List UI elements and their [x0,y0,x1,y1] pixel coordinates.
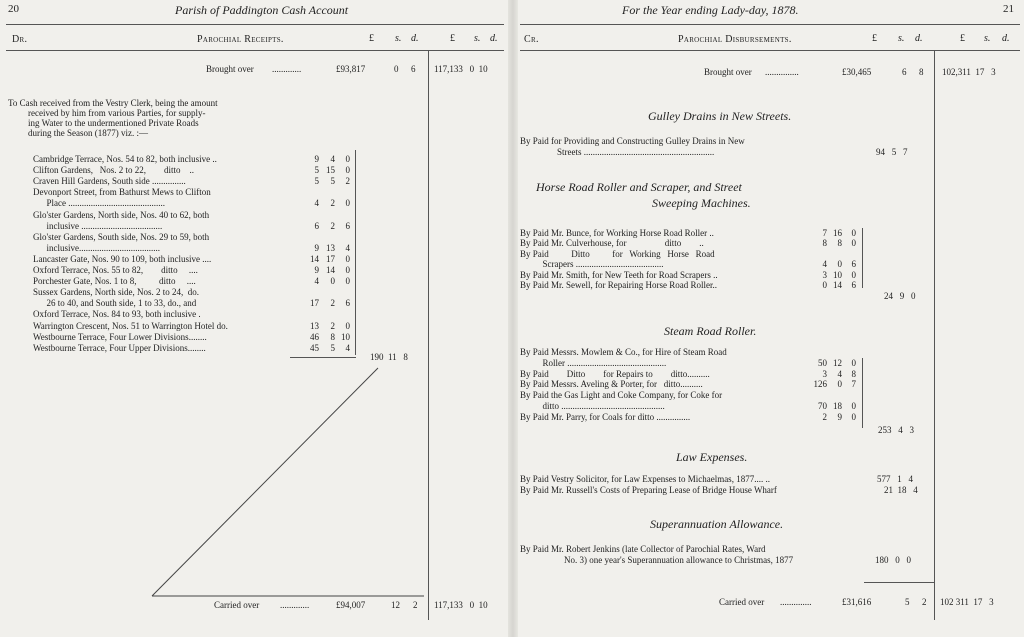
pence-col-2: d. [1002,33,1010,44]
shilling-col: s. [395,33,402,44]
brought-over-label: Brought over [704,67,752,77]
ledger-item-text: Glo'ster Gardens, South side, Nos. 29 to 59, both [33,231,210,242]
ledger-item-text: Westbourne Terrace, Four Lower Divisions........ [33,331,207,342]
ledger-item-text: By Paid Mr. Culverhouse, for ditto .. [520,238,704,249]
leader-dots: ............. [272,64,302,74]
ledger-item-text: Clifton Gardens, Nos. 2 to 22, ditto .. [33,165,194,176]
right-page-title: For the Year ending Lady-day, 1878. [622,3,799,17]
receipts-subtotal: 190 11 8 [370,352,408,362]
ledger-item-text: inclusive .................................... [33,220,163,231]
ledger-item-shillings: 18 [833,401,842,411]
leader-dots: .............. [780,597,812,607]
carried-over-pounds: £94,007 [336,600,366,610]
ledger-item-shillings: 4 [330,154,335,164]
ledger-item-pounds: 4 [314,198,319,209]
ledger-item-pounds: 4 [314,276,319,287]
ledger-item-pounds: 4 [822,259,827,270]
pound-col: £ [369,33,374,44]
intro-line: ing Water to the undermentioned Private Roads [28,118,199,128]
ledger-item-text: Lancaster Gate, Nos. 90 to 109, both inclusive .... [33,253,212,264]
entry-line: Streets .......................................................... [557,147,715,157]
ledger-item-shillings: 9 [837,411,842,422]
shilling-col-2: s. [984,33,991,44]
ledger-item-pence: 6 [345,220,350,231]
ledger-item-text: inclusive.................................... [33,242,160,253]
ledger-item-shillings: 5 [330,176,335,187]
ledger-item-pence: 0 [851,269,856,280]
ledger-item-pounds: 0 [822,280,827,290]
section-heading: Gulley Drains in New Streets. [648,109,792,123]
carried-over-pounds: £31,616 [842,597,872,607]
intro-line: during the Season (1877) viz. :— [28,128,148,138]
ledger-item-shillings: 14 [833,280,842,290]
ledger-item-pence: 0 [345,253,350,264]
ledger-item-text: Glo'ster Gardens, North side, Nos. 40 to 62, both [33,209,210,220]
ledger-item-pence: 0 [851,401,856,411]
ledger-item-text: Cambridge Terrace, Nos. 54 to 82, both inclusive .. [33,154,217,164]
ledger-item-pounds: 9 [314,265,319,275]
ledger-item-shillings: 2 [330,298,335,309]
item-bracket-line [862,228,863,288]
carried-over-label: Carried over [214,600,260,610]
ledger-item-shillings: 0 [837,259,842,270]
section-total: 24 9 0 [884,291,916,301]
shilling-col-2: s. [474,33,481,44]
carried-over-total: 117,133 0 10 [434,600,488,610]
ledger-item-pence: 0 [345,276,350,287]
carried-over-pence: 2 [413,600,418,610]
shilling-col: s. [898,33,905,44]
ledger-item-text: ditto .............................................. [520,401,665,411]
ledger-item-text: By Paid Mr. Sewell, for Repairing Horse Road Roller.. [520,280,717,290]
entry-line: By Paid Mr. Russell's Costs of Preparing Lease of Bridge House Wharf [520,485,777,495]
ledger-item-pounds: 3 [822,368,827,379]
left-page-title: Parish of Paddington Cash Account [175,3,349,17]
pence-col: d. [915,33,923,44]
entry-line: By Paid for Providing and Constructing Gulley Drains in New [520,136,745,146]
ledger-item-pence: 0 [345,320,350,331]
entry-amount: 577 1 4 [877,474,913,484]
rule [520,24,1020,25]
ledger-item-shillings: 8 [837,238,842,249]
ledger-item-pounds: 5 [314,176,319,187]
ledger-item-text: Oxford Terrace, Nos. 84 to 93, both inclusive . [33,309,201,320]
brought-over-total: 102,311 17 3 [942,67,996,77]
dr-label: Dr. [12,34,28,45]
ledger-item-text: Roller ............................................ [520,357,667,368]
brought-over-shillings: 0 [394,64,399,74]
section-total: 253 4 3 [878,425,914,435]
ledger-item-pence: 0 [851,238,856,249]
ledger-item-pounds: 9 [314,242,319,253]
ledger-item-text: Devonport Street, from Bathurst Mews to Clifton [33,187,211,198]
ledger-item-pence: 0 [345,154,350,164]
entry-line: By Paid Vestry Solicitor, for Law Expenses to Michaelmas, 1877.... .. [520,474,770,484]
ledger-item-pence: 0 [851,411,856,422]
ledger-item-shillings: 12 [833,357,842,368]
ledger-item-text: 26 to 40, and South side, 1 to 33, do., and [33,298,197,309]
entry-line: By Paid Mr. Robert Jenkins (late Collector of Parochial Rates, Ward [520,544,766,554]
ledger-item-pence: 6 [851,259,856,270]
carried-over-label: Carried over [719,597,765,607]
ledger-item-shillings: 5 [330,342,335,353]
cancel-line [0,0,508,637]
ledger-item-text: By Paid Mr. Smith, for New Teeth for Road Scrapers .. [520,269,718,280]
ledger-item-pence: 0 [345,265,350,275]
ledger-item-shillings: 8 [330,331,335,342]
intro-line: To Cash received from the Vestry Clerk, being the amount [8,98,218,108]
carried-over-total: 102 311 17 3 [940,597,994,607]
intro-line: received by him from various Parties, for supply- [28,108,206,118]
ledger-item-text: Porchester Gate, Nos. 1 to 8, ditto .... [33,276,196,287]
pound-col-2: £ [450,33,455,44]
cr-label: Cr. [524,34,539,45]
ledger-item-text: By Paid Messrs. Mowlem & Co., for Hire of Steam Road [520,347,727,357]
ledger-item-text: Westbourne Terrace, Four Upper Divisions........ [33,342,206,353]
ledger-item-text: Oxford Terrace, Nos. 55 to 82, ditto .... [33,265,198,275]
leader-dots: ............. [280,600,310,610]
total-rule [864,582,934,583]
ledger-item-shillings: 2 [330,220,335,231]
ledger-item-text: By Paid the Gas Light and Coke Company, for Coke for [520,390,723,401]
pound-col-2: £ [960,33,965,44]
column-divider [934,50,935,620]
ledger-item-text: By Paid Ditto for Repairs to ditto.......... [520,368,710,379]
ledger-item-shillings: 14 [326,265,335,275]
ledger-item-text: Place ........................................... [33,198,165,209]
entry-line: No. 3) one year's Superannuation allowance to Christmas, 1877 [564,555,794,565]
ledger-item-pounds: 50 [818,357,827,368]
ledger-item-shillings: 17 [326,253,335,264]
brought-over-shillings: 6 [902,67,907,77]
brought-over-pence: 8 [919,67,924,77]
ledger-item-pounds: 8 [822,238,827,249]
ledger-item-pounds: 14 [310,253,319,264]
pence-col-2: d. [490,33,498,44]
ledger-item-shillings: 15 [326,165,335,176]
ledger-item-pence: 7 [851,379,856,390]
section-heading: Law Expenses. [676,450,748,464]
ledger-item-shillings: 16 [833,228,842,238]
ledger-item-shillings: 10 [833,269,842,280]
ledger-item-pence: 2 [345,176,350,187]
carried-over-pence: 2 [922,597,927,607]
brought-over-pounds: £30,465 [842,67,872,77]
ledger-item-pounds: 126 [813,379,827,390]
section-total: 94 5 7 [876,147,908,157]
ledger-item-pounds: 70 [818,401,827,411]
ledger-item-shillings: 0 [837,379,842,390]
ledger-item-pounds: 5 [314,165,319,176]
ledger-item-text: Scrapers ....................................... [520,259,664,270]
leader-dots: ............... [765,67,799,77]
section-heading: Superannuation Allowance. [650,517,784,531]
ledger-item-pence: 6 [345,298,350,309]
ledger-item-pence: 0 [345,165,350,176]
ledger-item-shillings: 13 [326,242,335,253]
ledger-item-shillings: 2 [330,320,335,331]
section-heading: Steam Road Roller. [664,324,757,338]
ledger-item-text: By Paid Ditto for Working Horse Road [520,248,715,259]
left-page-number: 20 [8,3,19,15]
ledger-item-text: Craven Hill Gardens, South side ............... [33,176,186,187]
ledger-item-text: Warrington Crescent, Nos. 51 to Warrington Hotel do. [33,320,228,331]
ledger-item-pounds: 17 [310,298,319,309]
ledger-item-text: Sussex Gardens, North side, Nos. 2 to 24, do. [33,287,199,298]
book-fold [508,0,518,637]
brought-over-pence: 6 [411,64,416,74]
ledger-item-pounds: 45 [310,342,319,353]
ledger-item-pence: 4 [345,342,350,353]
rule [520,50,1020,51]
right-page-number: 21 [1003,3,1014,15]
ledger-item-pence: 0 [851,357,856,368]
ledger-item-pounds: 46 [310,331,319,342]
ledger-item-pounds: 13 [310,320,319,331]
brought-over-total: 117,133 0 10 [434,64,488,74]
item-bracket-line [862,358,863,428]
ledger-item-pounds: 3 [822,269,827,280]
ledger-item-pounds: 6 [314,220,319,231]
ledger-item-text: By Paid Messrs. Aveling & Porter, for ditto.......... [520,379,703,390]
ledger-item-shillings: 2 [330,198,335,209]
disbursements-heading: Parochial Disbursements. [678,34,792,45]
ledger-item-pounds: 2 [822,411,827,422]
carried-over-shillings: 12 [391,600,400,610]
ledger-item-pence: 8 [851,368,856,379]
ledger-item-pence: 6 [851,280,856,290]
ledger-item-pounds: 7 [822,228,827,238]
entry-amount: 180 0 0 [875,555,911,565]
pence-col: d. [411,33,419,44]
ledger-item-pence: 10 [341,331,350,342]
brought-over-label: Brought over [206,64,254,74]
section-heading: Horse Road Roller and Scraper, and Street [536,180,742,194]
ledger-item-pounds: 9 [314,154,319,164]
ledger-item-pence: 4 [345,242,350,253]
ledger-item-text: By Paid Mr. Parry, for Coals for ditto ............... [520,411,691,422]
ledger-item-shillings: 4 [837,368,842,379]
ledger-item-pence: 0 [345,198,350,209]
ledger-item-pence: 0 [851,228,856,238]
ledger-item-text: By Paid Mr. Bunce, for Working Horse Road Roller .. [520,228,714,238]
ledger-item-shillings: 0 [330,276,335,287]
entry-amount: 21 18 4 [884,485,918,495]
receipts-heading: Parochial Receipts. [197,34,284,45]
section-heading: Sweeping Machines. [652,196,751,210]
brought-over-pounds: £93,817 [336,64,366,74]
pound-col: £ [872,33,877,44]
carried-over-shillings: 5 [905,597,910,607]
